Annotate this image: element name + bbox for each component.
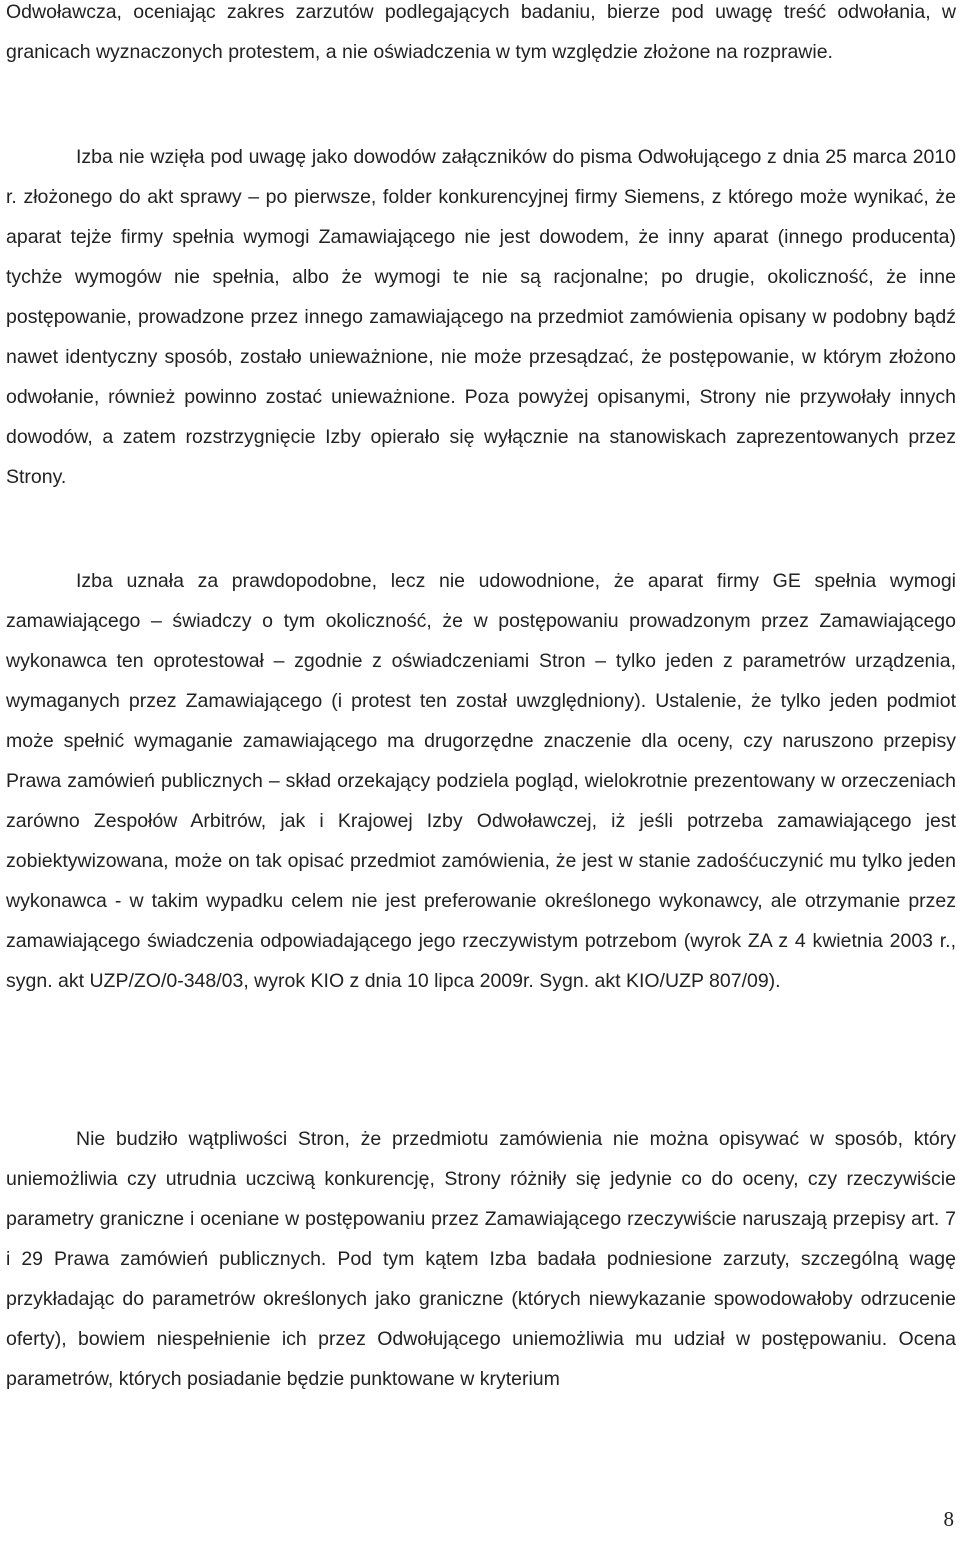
paragraph-evidence: Izba nie wzięła pod uwagę jako dowodów załączników do pisma Odwołującego z dnia 25 marca 2010 r. złożonego do akt sprawy – po pierwsze, folder konkurencyjnej firmy Siemens, z którego może wynikać, że aparat tejże firmy spełnia wymogi Zamawiającego nie jest dowodem, że inny aparat (innego producenta) tychże wymogów nie spełnia, albo że wymogi te nie są racjonalne; po drugie, okoliczność, że inne postępowanie, prowadzone przez innego zamawiającego na przedmiot zamówienia opisany w podobny bądź nawet identyczny sposób, zostało unieważnione, nie może przesądzać, że postępowanie, w którym złożono odwołanie, również powinno zostać unieważnione. Poza powyżej opisanymi, Strony nie przywołały innych dowodów, a zatem rozstrzygnięcie Izby opierało się wyłącznie na stanowiskach zaprezentowanych przez Strony. (6, 146, 956, 488)
paragraph-continuation: Odwoławcza, oceniając zakres zarzutów podlegających badaniu, bierze pod uwagę treść odwołania, w granicach wyznaczonych protestem, a nie oświadczenia w tym względzie złożone na rozprawie. (6, 1, 956, 63)
page-number: 8 (943, 1507, 954, 1531)
paragraph-ge-device: Izba uznała za prawdopodobne, lecz nie udowodnione, że aparat firmy GE spełnia wymogi zamawiającego – świadczy o tym okoliczność, że w postępowaniu prowadzonym przez Zamawiającego wykonawca ten oprotestował – zgodnie z oświadczeniami Stron – tylko jeden z parametrów urządzenia, wymaganych przez Zamawiającego (i protest ten został uwzględniony). Ustalenie, że tylko jeden podmiot może spełnić wymaganie zamawiającego ma drugorzędne znaczenie dla oceny, czy naruszono przepisy Prawa zamówień publicznych – skład orzekający podziela pogląd, wielokrotnie prezentowany w orzeczeniach zarówno Zespołów Arbitrów, jak i Krajowej Izby Odwoławczej, iż jeśli potrzeba zamawiającego jest zobiektywizowana, może on tak opisać przedmiot zamówienia, że jest w stanie zadośćuczynić mu tylko jeden wykonawca - w takim wypadku celem nie jest preferowanie określonego wykonawcy, ale otrzymanie przez zamawiającego świadczenia odpowiadającego jego rzeczywistym potrzebom (wyrok ZA z 4 kwietnia 2003 r., sygn. akt UZP/ZO/0-348/03, wyrok KIO z dnia 10 lipca 2009r. Sygn. akt KIO/UZP 807/09). (6, 570, 956, 992)
paragraph-competition: Nie budziło wątpliwości Stron, że przedmiotu zamówienia nie można opisywać w sposób, który uniemożliwia czy utrudnia uczciwą konkurencję, Strony różniły się jedynie co do oceny, czy rzeczywiście parametry graniczne i oceniane w postępowaniu przez Zamawiającego rzeczywiście naruszają przepisy art. 7 i 29 Prawa zamówień publicznych. Pod tym kątem Izba badała podniesione zarzuty, szczególną wagę przykładając do parametrów określonych jako graniczne (których niewykazanie spowodowałoby odrzucenie oferty), bowiem niespełnienie ich przez Odwołującego uniemożliwia mu udział w postępowaniu. Ocena parametrów, których posiadanie będzie punktowane w kryterium (6, 1128, 956, 1390)
